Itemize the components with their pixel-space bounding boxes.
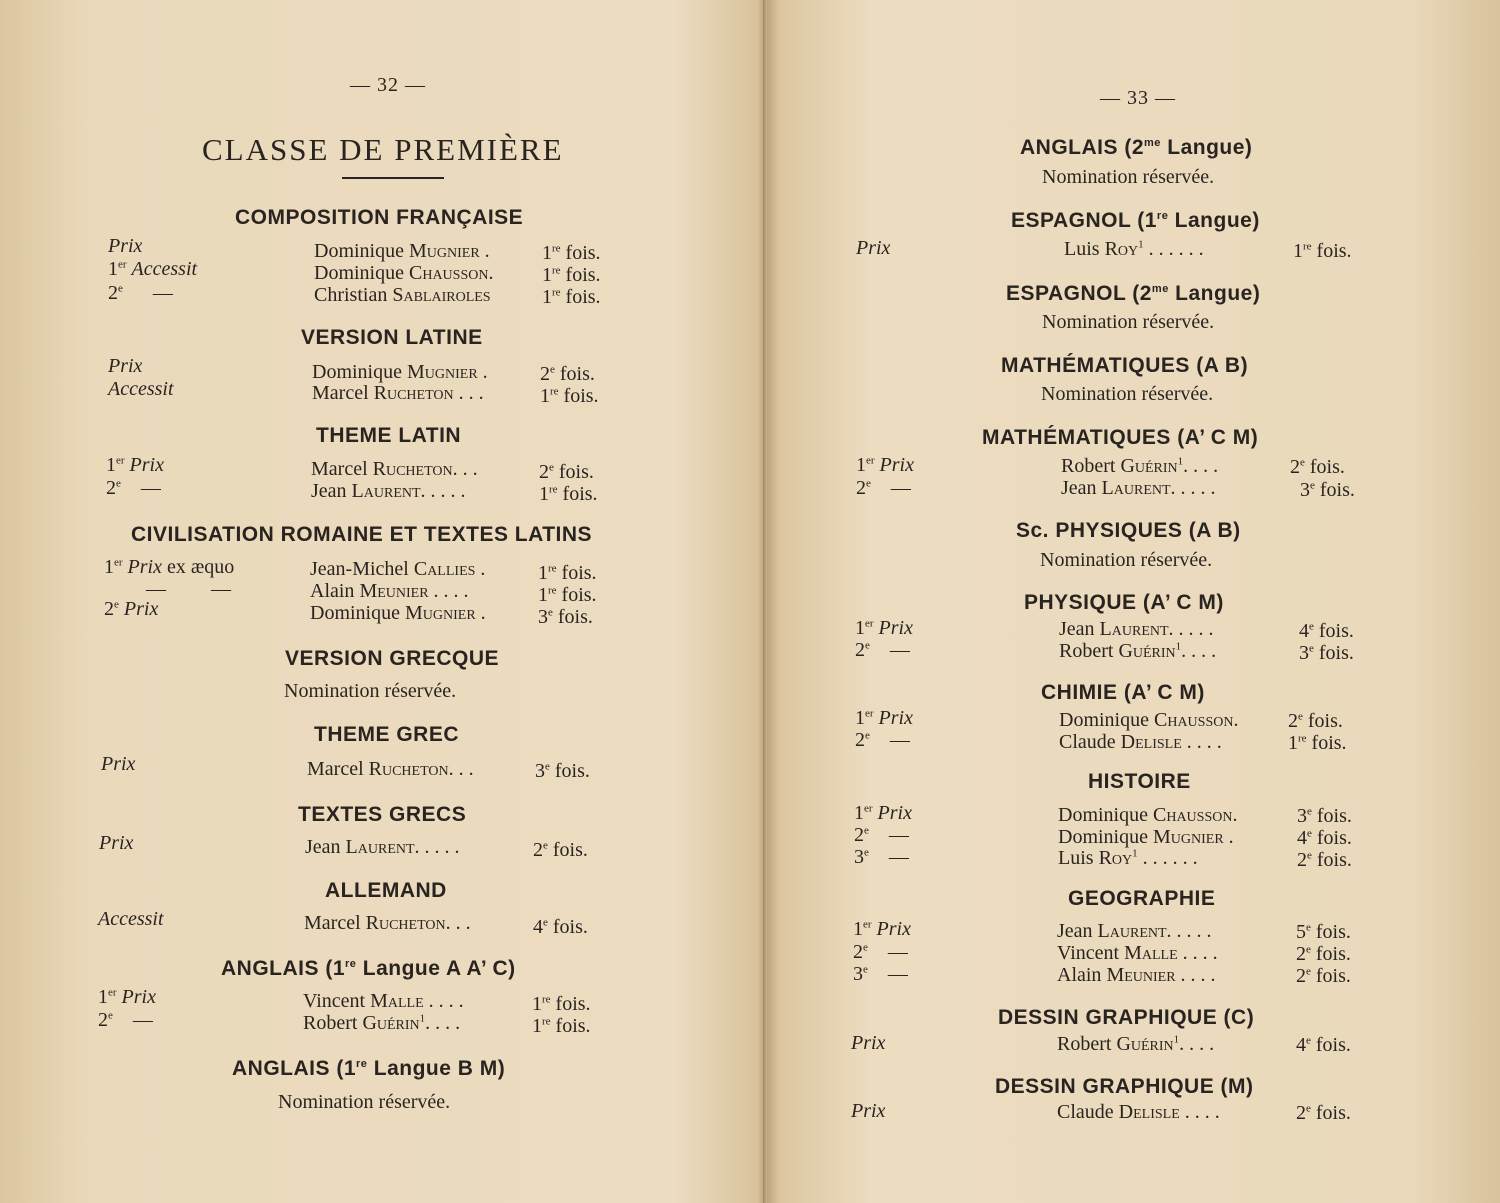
award-label: 2e Prix [104, 598, 159, 620]
nomination-note: Nomination réservée. [1041, 383, 1214, 405]
winner-name: Marcel Rucheton. . . [307, 758, 474, 780]
times-count: 3e fois. [1300, 479, 1355, 501]
award-label: — — [146, 578, 231, 600]
section-title: ANGLAIS (1re Langue A A’ C) [221, 957, 516, 980]
nomination-note: Nomination réservée. [1040, 549, 1213, 571]
section-title: ESPAGNOL ($2^{me}$ Langue) [1006, 282, 1261, 305]
times-count: 3e fois. [538, 606, 593, 628]
award-label: 1er Accessit [108, 258, 198, 280]
award-label: Prix [851, 1032, 886, 1054]
winner-name: Alain Meunier . . . . [310, 580, 469, 602]
nomination-note: Nomination réservée. [1042, 311, 1215, 333]
section-title: MATHÉMATIQUES (A’ C M) [982, 426, 1259, 449]
times-count: 1re fois. [542, 264, 601, 286]
award-label: 2e — [854, 824, 909, 846]
winner-name: Robert Guérin$^1$. . . . [1057, 1033, 1215, 1055]
award-label: 1er Prix [106, 454, 164, 476]
winner-name: Alain Meunier . . . . [1057, 964, 1216, 986]
times-count: 1re fois. [540, 385, 599, 407]
section-title: ALLEMAND [325, 879, 447, 902]
page-number: — 32 — [350, 74, 426, 96]
award-label: Accessit [108, 378, 174, 400]
winner-name: Dominique Chausson. [314, 262, 494, 284]
award-label: 1er Prix [856, 454, 914, 476]
award-label: 1er Prix [853, 918, 911, 940]
winner-name: Robert Guérin$^1$. . . . [303, 1012, 461, 1034]
award-label: 2e — [856, 477, 911, 499]
winner-name: Robert Guérin$^1$. . . . [1061, 455, 1219, 477]
section-title: ANGLAIS ($2^{me}$ Langue) [1020, 136, 1253, 159]
times-count: 3e fois. [535, 760, 590, 782]
award-label: 1er Prix [855, 707, 913, 729]
award-label: Prix [101, 753, 136, 775]
times-count: 1re fois. [539, 483, 598, 505]
award-label: 1er Prix [98, 986, 156, 1008]
winner-name: Luis Roy$^1$ . . . . . . [1064, 238, 1204, 260]
award-label: 1er Prix ex æquo [104, 556, 235, 578]
award-label: 1er Prix [854, 802, 912, 824]
page-number: — 33 — [1100, 87, 1176, 109]
nomination-note: Nomination réservée. [1042, 166, 1215, 188]
times-count: 2e fois. [539, 461, 594, 483]
nomination-note: Nomination réservée. [284, 680, 457, 702]
award-label: 2e — [98, 1009, 153, 1031]
section-title: VERSION GRECQUE [285, 647, 500, 670]
section-title: Sc. PHYSIQUES (A B) [1016, 519, 1241, 542]
winner-name: Marcel Rucheton. . . [311, 458, 478, 480]
times-count: 1re fois. [1288, 732, 1347, 754]
award-label: 2e — [853, 941, 908, 963]
page-right [770, 0, 1500, 1203]
winner-name: Christian Sablairoles [314, 284, 491, 306]
section-title: CHIMIE (A’ C M) [1041, 681, 1205, 704]
times-count: 3e fois. [1299, 642, 1354, 664]
times-count: 5e fois. [1296, 921, 1351, 943]
times-count: 1re fois. [532, 993, 591, 1015]
times-count: 4e fois. [1299, 620, 1354, 642]
times-count: 1re fois. [532, 1015, 591, 1037]
award-label: Prix [851, 1100, 886, 1122]
class-title: CLASSE DE PREMIÈRE [202, 132, 564, 167]
winner-name: Jean-Michel Callies . [310, 558, 486, 580]
times-count: 3e fois. [1297, 805, 1352, 827]
winner-name: Vincent Malle . . . . [303, 990, 464, 1012]
winner-name: Luis Roy$^1$ . . . . . . [1058, 847, 1198, 869]
winner-name: Jean Laurent. . . . . [1057, 920, 1212, 942]
winner-name: Claude Delisle . . . . [1059, 731, 1222, 753]
section-title: ANGLAIS (1re Langue B M) [232, 1057, 506, 1080]
section-title: VERSION LATINE [301, 326, 483, 349]
section-title: THEME GREC [314, 723, 460, 746]
award-label: Prix [99, 832, 134, 854]
times-count: 1re fois. [542, 242, 601, 264]
times-count: 4e fois. [1296, 1034, 1351, 1056]
section-title: COMPOSITION FRANÇAISE [235, 206, 524, 229]
times-count: 2e fois. [1296, 965, 1351, 987]
section-title: DESSIN GRAPHIQUE (M) [995, 1075, 1254, 1098]
award-label: 2e — [106, 477, 161, 499]
section-title: PHYSIQUE (A’ C M) [1024, 591, 1224, 614]
times-count: 1re fois. [542, 286, 601, 308]
times-count: 1re fois. [538, 584, 597, 606]
winner-name: Dominique Mugnier . [312, 361, 488, 383]
times-count: 1re fois. [1293, 240, 1352, 262]
winner-name: Jean Laurent. . . . . [1061, 477, 1216, 499]
section-title: HISTOIRE [1088, 770, 1191, 793]
award-label: 2e — [108, 282, 173, 304]
times-count: 2e fois. [533, 839, 588, 861]
winner-name: Marcel Rucheton. . . [304, 912, 471, 934]
winner-name: Robert Guérin$^1$. . . . [1059, 640, 1217, 662]
title-rule [342, 177, 444, 179]
times-count: 4e fois. [533, 916, 588, 938]
times-count: 1re fois. [538, 562, 597, 584]
award-label: 3e — [853, 963, 908, 985]
section-title: MATHÉMATIQUES (A B) [1001, 354, 1249, 377]
award-label: 2e — [855, 639, 910, 661]
winner-name: Dominique Mugnier . [314, 240, 490, 262]
times-count: 4e fois. [1297, 827, 1352, 849]
winner-name: Marcel Rucheton . . . [312, 382, 484, 404]
winner-name: Jean Laurent. . . . . [311, 480, 466, 502]
winner-name: Dominique Chausson. [1059, 709, 1239, 731]
award-label: Prix [108, 355, 143, 377]
winner-name: Dominique Mugnier . [1058, 826, 1234, 848]
award-label: Accessit [98, 908, 164, 930]
section-title: CIVILISATION ROMAINE ET TEXTES LATINS [131, 523, 593, 546]
winner-name: Dominique Chausson. [1058, 804, 1238, 826]
book-spine [763, 0, 767, 1203]
award-label: Prix [856, 237, 891, 259]
times-count: 2e fois. [540, 363, 595, 385]
award-label: Prix [108, 235, 143, 257]
times-count: 2e fois. [1297, 849, 1352, 871]
section-title: TEXTES GRECS [298, 803, 467, 826]
times-count: 2e fois. [1290, 456, 1345, 478]
winner-name: Jean Laurent. . . . . [1059, 618, 1214, 640]
section-title: THEME LATIN [316, 424, 462, 447]
winner-name: Vincent Malle . . . . [1057, 942, 1218, 964]
award-label: 2e — [855, 729, 910, 751]
winner-name: Dominique Mugnier . [310, 602, 486, 624]
winner-name: Claude Delisle . . . . [1057, 1101, 1220, 1123]
winner-name: Jean Laurent. . . . . [305, 836, 460, 858]
section-title: DESSIN GRAPHIQUE (C) [998, 1006, 1255, 1029]
award-label: 3e — [854, 846, 909, 868]
times-count: 2e fois. [1288, 710, 1343, 732]
nomination-note: Nomination réservée. [278, 1091, 451, 1113]
section-title: ESPAGNOL (1re Langue) [1011, 209, 1260, 232]
section-title: GEOGRAPHIE [1068, 887, 1216, 910]
award-label: 1er Prix [855, 617, 913, 639]
times-count: 2e fois. [1296, 943, 1351, 965]
times-count: 2e fois. [1296, 1102, 1351, 1124]
